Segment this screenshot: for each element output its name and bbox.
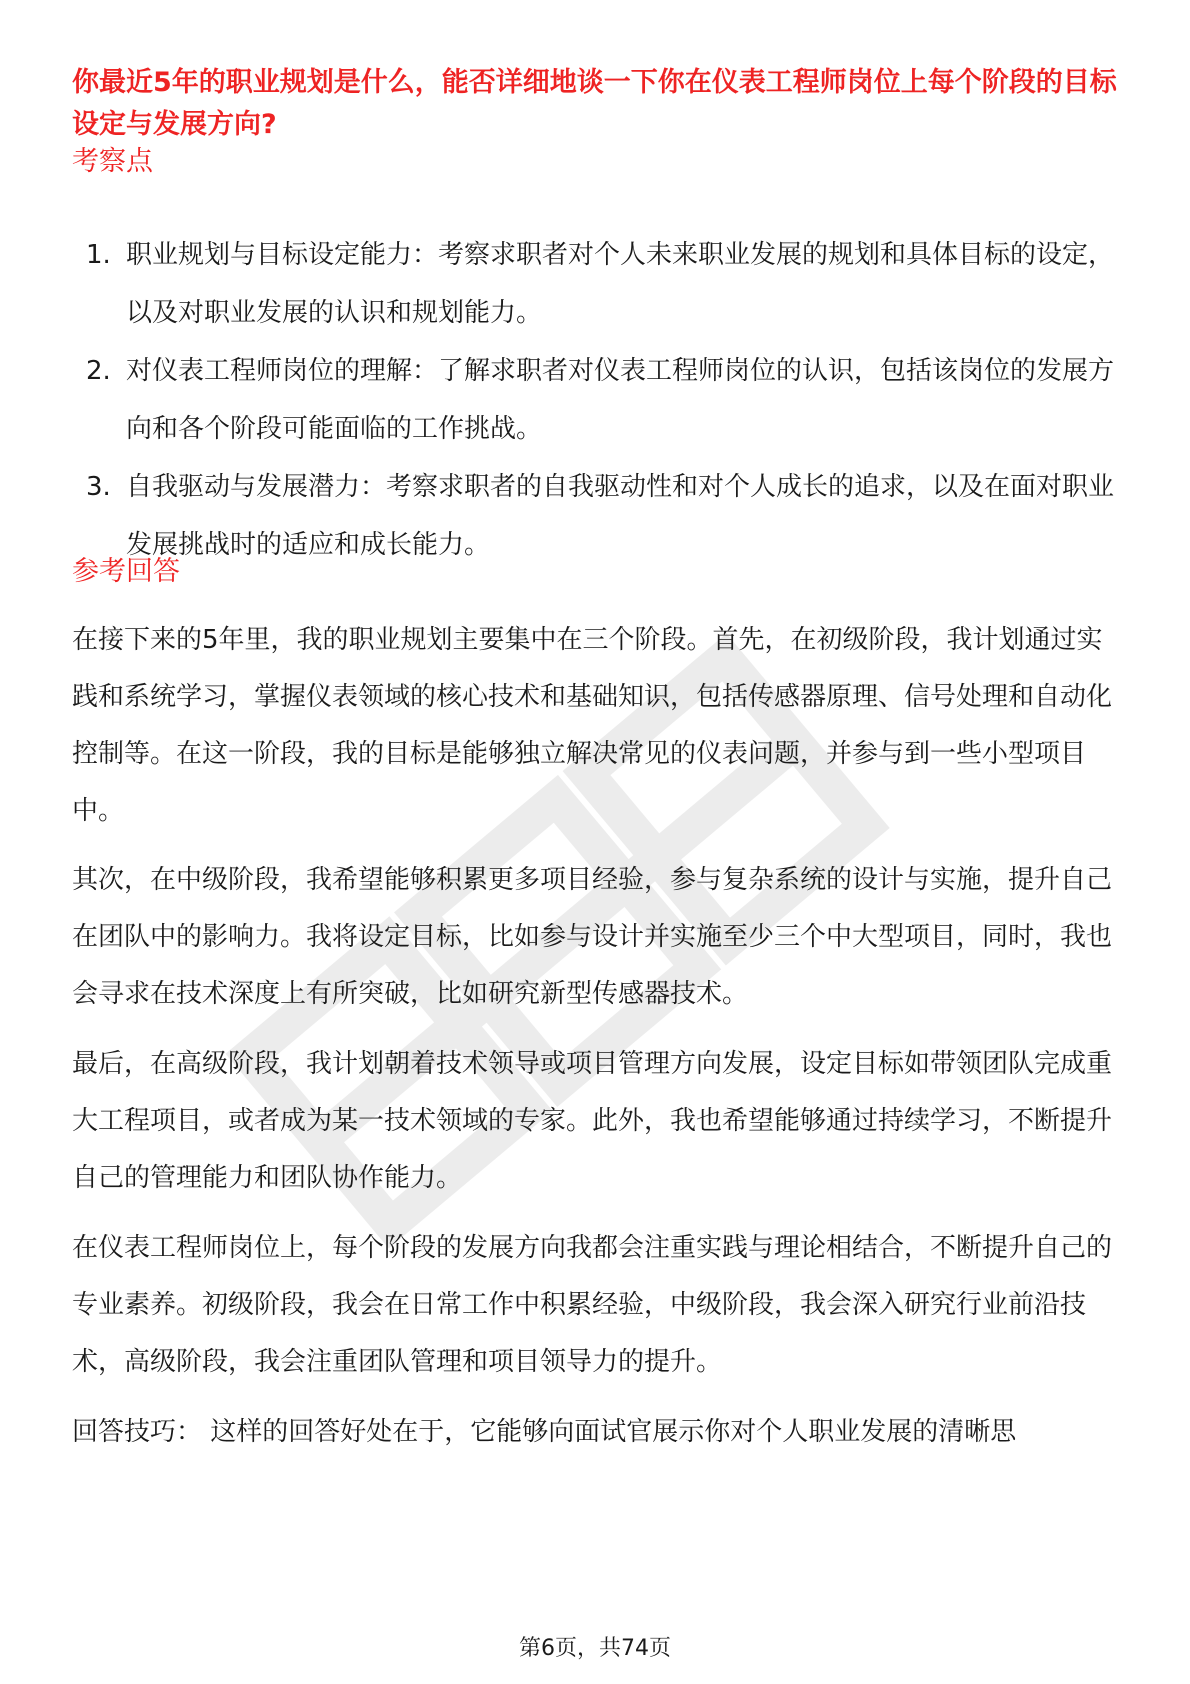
answer-paragraph: 在接下来的5年里，我的职业规划主要集中在三个阶段。首先，在初级阶段，我计划通过实践和系统学习，掌握仪表领域的核心技术和基础知识，包括传感器原理、信号处理和自动化控制等。在这一阶段，我的目标是能够独立解决常见的仪表问题，并参与到一些小型项目中。 <box>72 625 1113 826</box>
answer-paragraph: 最后，在高级阶段，我计划朝着技术领导或项目管理方向发展，设定目标如带领团队完成重大工程项目，或者成为某一技术领域的专家。此外，我也希望能够通过持续学习，不断提升自己的管理能力和团队协作能力。 <box>72 1049 1113 1193</box>
answer-tips: 回答技巧： 这样的回答好处在于，它能够向面试官展示你对个人职业发展的清晰思 <box>72 1417 1017 1447</box>
assessment-point <box>72 226 1122 342</box>
assessment-point <box>72 458 1122 574</box>
page-number: 第6页，共74页 <box>519 1636 671 1661</box>
answer-heading: 参考回答 <box>72 556 180 587</box>
question-title: 你最近5年的职业规划是什么，能否详细地谈一下你在仪表工程师岗位上每个阶段的目标设定与发展方向? <box>72 67 1117 140</box>
point-number: 1. <box>86 240 111 270</box>
point-number: 3. <box>86 472 111 502</box>
answer-paragraph: 在仪表工程师岗位上，每个阶段的发展方向我都会注重实践与理论相结合，不断提升自己的专业素养。初级阶段，我会在日常工作中积累经验，中级阶段，我会深入研究行业前沿技术，高级阶段，我会注重团队管理和项目领导力的提升。 <box>72 1233 1113 1377</box>
assessment-point <box>72 342 1122 458</box>
assessment-heading: 考察点 <box>72 146 153 177</box>
point-text: 自我驱动与发展潜力：考察求职者的自我驱动性和对个人成长的追求，以及在面对职业发展挑战时的适应和成长能力。 <box>126 472 1115 560</box>
answer-paragraph: 其次，在中级阶段，我希望能够积累更多项目经验，参与复杂系统的设计与实施，提升自己在团队中的影响力。我将设定目标，比如参与设计并实施至少三个中大型项目，同时，我也会寻求在技术深度上有所突破，比如研究新型传感器技术。 <box>72 865 1113 1009</box>
assessment-points-list <box>72 226 1122 574</box>
point-text: 对仪表工程师岗位的理解：了解求职者对仪表工程师岗位的认识，包括该岗位的发展方向和各个阶段可能面临的工作挑战。 <box>126 356 1115 444</box>
point-number: 2. <box>86 356 111 386</box>
point-text: 职业规划与目标设定能力：考察求职者对个人未来职业发展的规划和具体目标的设定，以及对职业发展的认识和规划能力。 <box>126 240 1115 328</box>
